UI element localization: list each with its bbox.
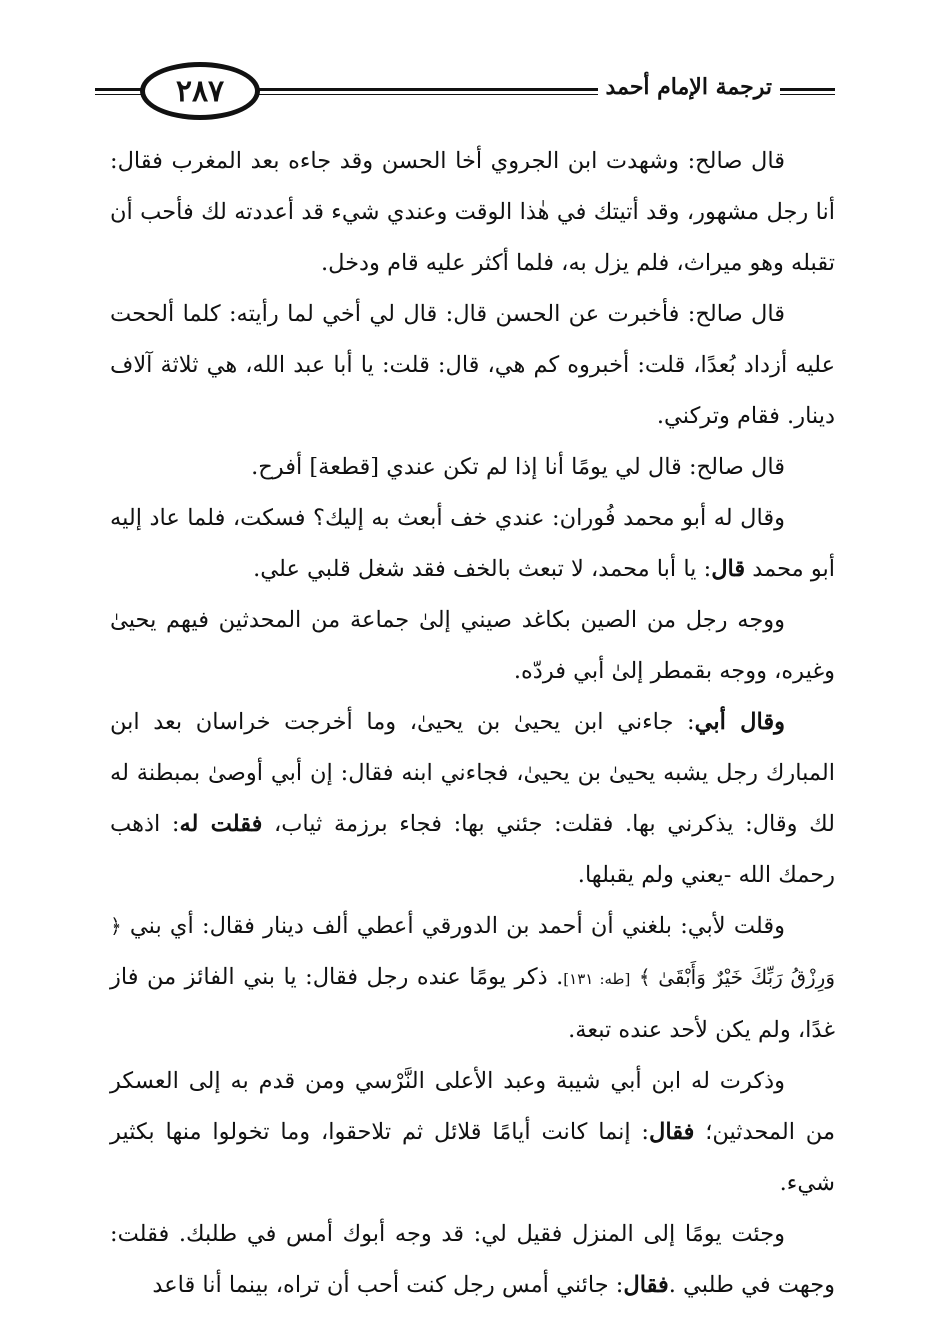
paragraph (110, 697, 835, 901)
paragraph-text: وقال له أبو محمد فُوران: عندي خف أبعث به إليك؟ فسكت، فلما عاد إليه أبو محمد (110, 505, 835, 582)
paragraph-text: : جاءني ابن يحيىٰ بن يحيىٰ، وما أخرجت خراسان بعد ابن المبارك رجل يشبه يحيىٰ بن يحيىٰ، فجاءني ابنه فقال: إن أبي أوصىٰ بمبطنة له لك وقال: يذكرني بها. فقلت: جئني بها: فجاء برزمة ثياب، (110, 709, 835, 837)
paragraph (110, 493, 835, 595)
quran-verse: ﴿ وَرِزْقُ رَبِّكَ خَيْرٌ وَأَبْقَىٰ ﴾ (110, 914, 835, 989)
running-title: ترجمة الإمام أحمد (598, 74, 780, 100)
paragraph: قال صالح: قال لي يومًا أنا إذا لم تكن عندي [قطعة] أفرح. (251, 454, 785, 480)
bold-keyword: فقلت له (179, 811, 263, 837)
paragraph (110, 1056, 835, 1209)
paragraph (110, 1209, 835, 1311)
body-text (110, 136, 835, 1311)
paragraph-text: : يا أبا محمد، لا تبعث بالخف فقد شغل قلبي علي. (253, 556, 712, 582)
paragraph-text: وجئت يومًا إلى المنزل فقيل لي: قد وجه أبوك أمس في طلبك. فقلت: وجهت في طلبي . (110, 1221, 835, 1298)
paragraph-text: وقلت لأبي: بلغني أن أحمد بن الدورقي أعطي ألف دينار فقال: أي بني (121, 913, 785, 939)
paragraph (110, 901, 835, 1056)
page-number: ٢٨٧ (140, 62, 260, 120)
paragraph-text: : اذهب رحمك الله -يعني ولم يقبلها. (110, 811, 835, 888)
paragraph-text: . ذكر يومًا عنده رجل فقال: يا بني الفائز من فاز غدًا، ولم يكن لأحد عنده تبعة. (110, 964, 835, 1043)
paragraph-text: : إنما كانت أيامًا قلائل ثم تلاحقوا، وما تخولوا منها بكثير شيء. (110, 1119, 835, 1196)
bold-keyword: وقال أبي (694, 709, 785, 735)
paragraph-text: وذكرت له ابن أبي شيبة وعبد الأعلى النَّرْسي ومن قدم به إلى العسكر من المحدثين؛ (110, 1068, 835, 1145)
paragraph: قال صالح: فأخبرت عن الحسن قال: قال لي أخي لما رأيته: كلما ألححت عليه أزداد بُعدًا، قلت: أخبروه كم هي، قال: قلت: يا أبا عبد الله، هي ثلاثة آلاف دينار. فقام وتركني. (110, 301, 835, 429)
bold-keyword: فقال (623, 1272, 669, 1298)
bold-keyword: قال (711, 556, 746, 582)
verse-reference: [طه: ١٣١] (563, 970, 631, 988)
paragraph: قال صالح: وشهدت ابن الجروي أخا الحسن وقد جاءه بعد المغرب فقال: أنا رجل مشهور، وقد أتيتك في هٰذا الوقت وعندي شيء قد أعددته لك فأحب أن تقبله وهو ميراث، فلم يزل به، فلما أكثر عليه قام ودخل. (110, 148, 835, 276)
paragraph-text: : جائني أمس رجل كنت أحب أن تراه، بينما أنا قاعد (152, 1272, 624, 1298)
paragraph: ووجه رجل من الصين بكاغد صيني إلىٰ جماعة من المحدثين فيهم يحيىٰ وغيره، ووجه بقمطر إلىٰ أبي فردّه. (110, 607, 835, 684)
page-header (95, 60, 835, 130)
bold-keyword: فقال (649, 1119, 695, 1145)
